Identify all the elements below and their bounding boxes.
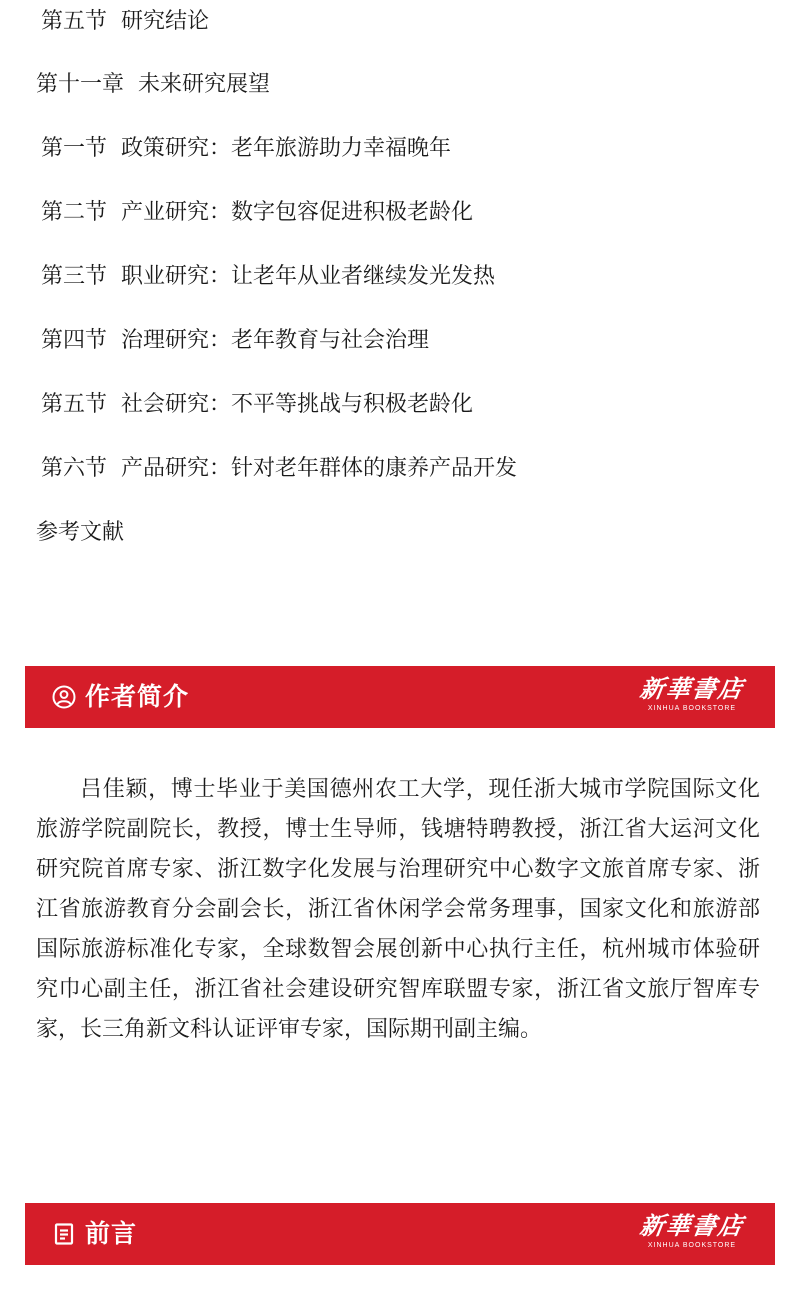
author-bio: 吕佳颖，博士毕业于美国德州农工大学，现任浙大城市学院国际文化旅游学院副院长，教授，博士生导师，钱塘特聘教授，浙江省大运河文化研究院首席专家、浙江数字化发展与治理研究中心数字文旅首席专家、浙江省旅游教育分会副会长，浙江省休闲学会常务理事，国家文化和旅游部国际旅游标准化专家，全球数智会展创新中心执行主任，杭州城市体验研究巾心副主任，浙江省社会建设研究智库联盟专家，浙江省文旅厅智库专家，长三角新文科认证评审专家，国际期刊副主编。: [36, 777, 760, 1042]
toc-item-label: 第四节: [41, 328, 108, 353]
toc-item-title: 政策研究：老年旅游助力幸福晚年: [121, 136, 452, 161]
toc-item: [41, 262, 495, 292]
toc-item: [41, 454, 517, 484]
toc-item: [41, 7, 209, 37]
author-section-banner: [25, 666, 775, 728]
preface-section-banner: [25, 1203, 775, 1265]
xinhua-bookstore-logo: [637, 674, 747, 714]
logo-english-text: XINHUA BOOKSTORE: [647, 1242, 737, 1249]
logo-english-text: XINHUA BOOKSTORE: [647, 705, 737, 712]
toc-item-title: 研究结论: [121, 9, 210, 34]
toc-item: [41, 390, 473, 420]
toc-item: [41, 198, 473, 228]
toc-item-label: 第五节: [41, 392, 108, 417]
toc-item-label: 第二节: [41, 200, 108, 225]
toc-item-title: 社会研究：不平等挑战与积极老龄化: [121, 392, 474, 417]
toc-item-title: 职业研究：让老年从业者继续发光发热: [121, 264, 496, 289]
logo-chinese-text: 新華書店: [638, 674, 747, 703]
document-icon: [52, 1222, 76, 1246]
author-section-title: 作者简介: [85, 682, 190, 711]
toc-item: [41, 134, 451, 164]
toc-chapter-label: 第十一章: [36, 72, 125, 97]
toc-item-label: 第六节: [41, 456, 108, 481]
toc-chapter: [36, 70, 270, 100]
toc-chapter-title: 未来研究展望: [138, 72, 271, 97]
toc-references: 参考文献: [36, 520, 125, 545]
logo-chinese-text: 新華書店: [638, 1211, 747, 1240]
xinhua-bookstore-logo: [637, 1211, 747, 1251]
toc-item-title: 产品研究：针对老年群体的康养产品开发: [121, 456, 518, 481]
toc-item-label: 第一节: [41, 136, 108, 161]
user-circle-icon: [52, 685, 76, 709]
toc-item-title: 产业研究：数字包容促进积极老龄化: [121, 200, 474, 225]
preface-section-title: 前言: [85, 1219, 138, 1248]
toc-item-label: 第五节: [41, 9, 108, 34]
toc-item: [41, 326, 429, 356]
toc-item-label: 第三节: [41, 264, 108, 289]
toc-item-title: 治理研究：老年教育与社会治理: [121, 328, 430, 353]
